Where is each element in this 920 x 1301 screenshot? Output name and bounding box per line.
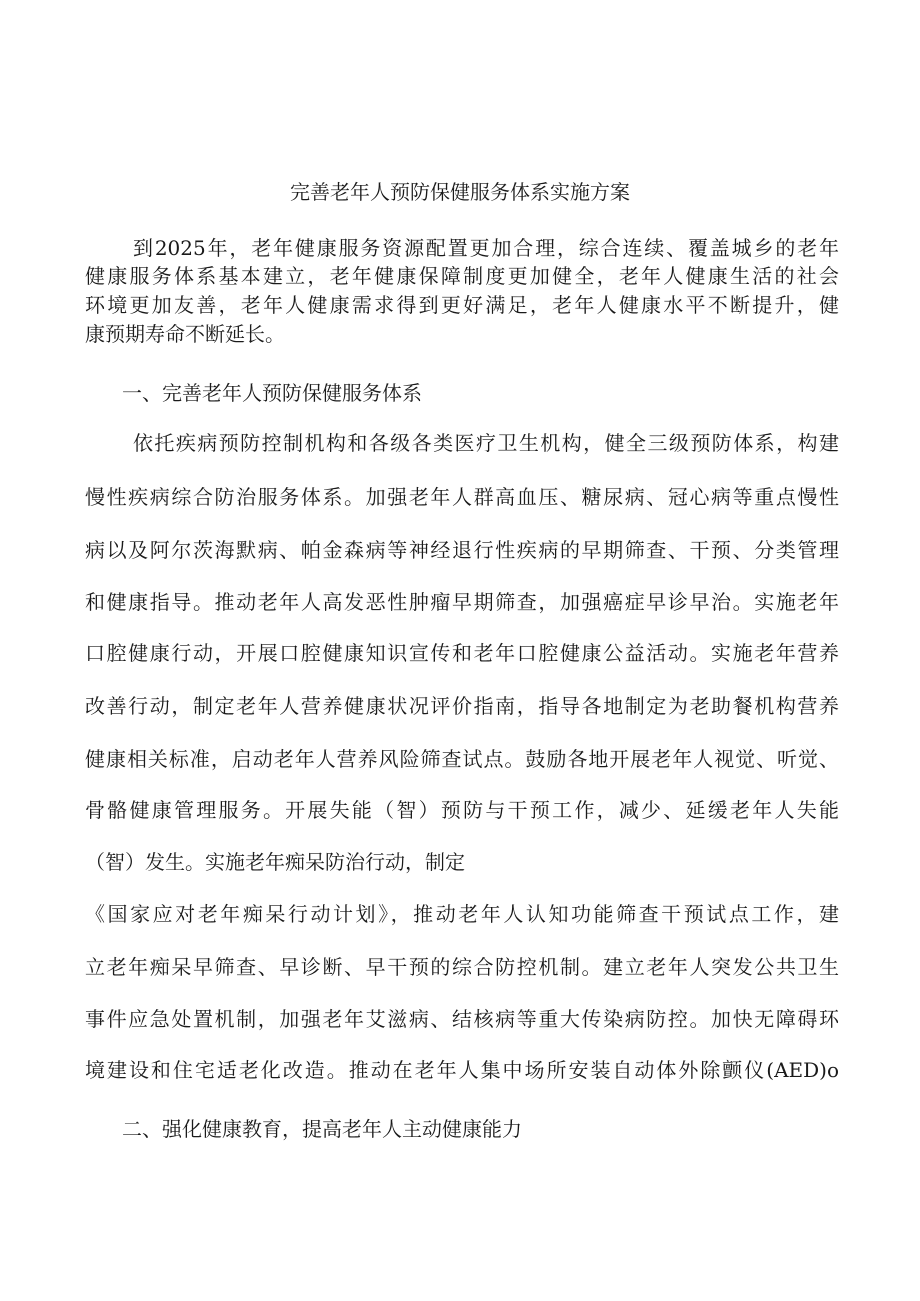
section-1-line-10: 《国家应对老年痴呆行动计划》，推动老年人认知功能筛查干预试点工作，建 xyxy=(85,902,839,926)
section-1-line-1: 依托疾病预防控制机构和各级各类医疗卫生机构，健全三级预防体系，构建 xyxy=(133,431,839,455)
intro-line-1: 到2025年，老年健康服务资源配置更加合理，综合连续、覆盖城乡的老年 xyxy=(133,236,839,260)
section-1-line-2: 慢性疾病综合防治服务体系。加强老年人群高血压、糖尿病、冠心病等重点慢性 xyxy=(85,485,839,509)
section-1-line-4: 和健康指导。推动老年人高发恶性肿瘤早期筛查，加强癌症早诊早治。实施老年 xyxy=(85,590,839,614)
intro-line-3: 环境更加友善，老年人健康需求得到更好满足，老年人健康水平不断提升，健 xyxy=(85,293,839,317)
document-title: 完善老年人预防保健服务体系实施方案 xyxy=(290,180,630,204)
section-1-line-11: 立老年痴呆早筛查、早诊断、早干预的综合防控机制。建立老年人突发公共卫生 xyxy=(85,955,839,979)
section-2-heading: 二、强化健康教育，提高老年人主动健康能力 xyxy=(122,1117,522,1141)
section-1-line-3: 病以及阿尔茨海默病、帕金森病等神经退行性疾病的早期筛查、干预、分类管理 xyxy=(85,538,839,562)
intro-line-4: 康预期寿命不断延长。 xyxy=(85,322,285,346)
section-1-line-13: 境建设和住宅适老化改造。推动在老年人集中场所安装自动体外除颤仪(AED)o xyxy=(85,1058,839,1082)
section-1-line-12: 事件应急处置机制，加强老年艾滋病、结核病等重大传染病防控。加快无障碍环 xyxy=(85,1007,839,1031)
section-1-line-9: （智）发生。实施老年痴呆防治行动，制定 xyxy=(85,850,465,874)
section-1-line-7: 健康相关标准，启动老年人营养风险筛查试点。鼓励各地开展老年人视觉、听觉、 xyxy=(85,747,839,771)
section-1-line-6: 改善行动，制定老年人营养健康状况评价指南，指导各地制定为老助餐机构营养 xyxy=(85,694,839,718)
section-1-heading: 一、完善老年人预防保健服务体系 xyxy=(122,381,422,405)
section-1-line-8: 骨骼健康管理服务。开展失能（智）预防与干预工作，减少、延缓老年人失能 xyxy=(85,798,839,822)
intro-line-2: 健康服务体系基本建立，老年健康保障制度更加健全，老年人健康生活的社会 xyxy=(85,264,839,288)
section-1-line-5: 口腔健康行动，开展口腔健康知识宣传和老年口腔健康公益活动。实施老年营养 xyxy=(85,641,839,665)
